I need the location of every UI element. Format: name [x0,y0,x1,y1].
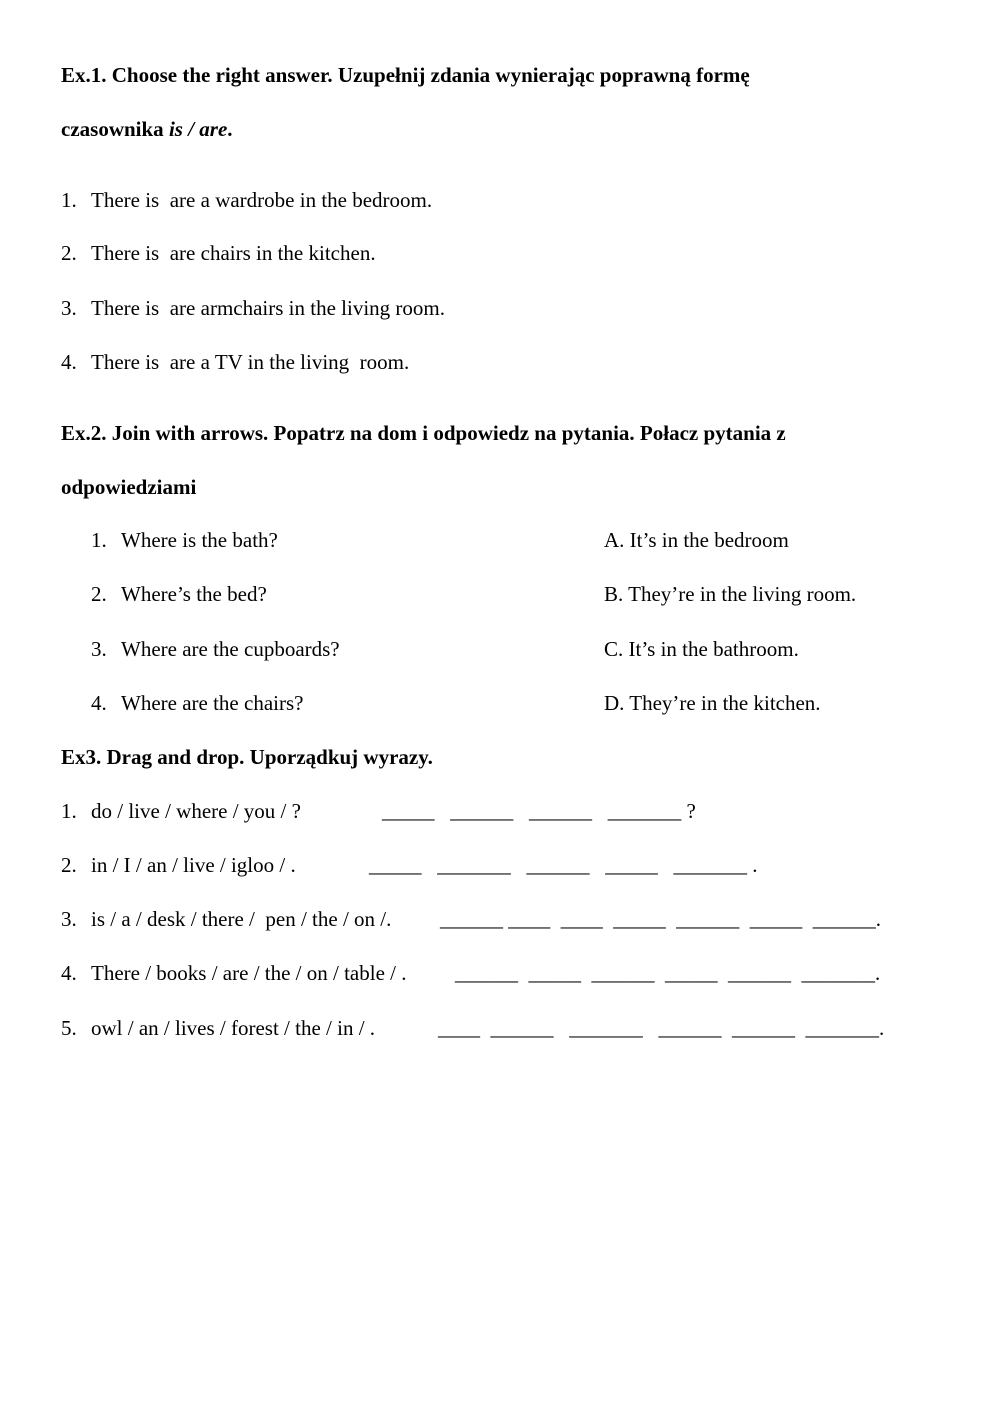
ex2-question-number: 3. [91,637,107,661]
ex3-item-number: 2. [61,853,77,877]
ex1-option-are[interactable]: are [169,241,196,265]
ex3-item-number: 3. [61,907,77,931]
ex3-blanks-1[interactable]: _____ ______ ______ _______ ? [382,799,696,823]
ex1-heading-suffix: . [227,117,233,141]
ex1-item-number: 2. [61,241,77,265]
ex2-question-4[interactable] [91,690,303,716]
ex1-item-4 [61,349,409,375]
ex3-item-words[interactable]: is / a / desk / there / pen / the / on /. [91,907,392,931]
ex1-item-rest: a TV in the living room. [195,350,410,374]
ex3-item-5 [61,1015,375,1041]
ex1-option-are[interactable]: are [169,188,196,212]
ex3-blanks-3[interactable]: ______ ____ ____ _____ ______ _____ ______. [440,907,881,931]
ex3-blanks-4[interactable]: ______ _____ ______ _____ ______ _______. [455,961,881,985]
ex3-item-words[interactable]: do / live / where / you / ? [91,799,301,823]
ex3-heading: Ex3. Drag and drop. Uporządkuj wyrazy. [61,745,433,769]
ex2-answer-a[interactable]: A. It’s in the bedroom [604,528,789,552]
ex2-question-3[interactable] [91,636,340,662]
ex1-option-is[interactable]: is [145,296,160,320]
ex3-blanks-5[interactable]: ____ ______ _______ ______ ______ _______. [438,1016,885,1040]
ex1-item-rest: a wardrobe in the bedroom. [195,188,433,212]
ex1-option-is[interactable]: is [145,188,160,212]
ex1-item-number: 1. [61,188,77,212]
ex2-question-text: Where are the cupboards? [121,637,340,661]
ex1-item-start: There [91,350,146,374]
ex1-item-start: There [91,241,146,265]
ex1-item-rest: armchairs in the living room. [195,296,445,320]
ex2-question-number: 1. [91,528,107,552]
ex3-item-1 [61,798,301,824]
ex2-heading-line1: Ex.2. Join with arrows. Popatrz na dom i odpowiedz na pytania. Połacz pytania z [61,421,786,445]
ex1-item-2 [61,240,376,266]
ex1-heading-italic: is / are [168,117,228,141]
ex1-item-start: There [91,188,146,212]
ex1-heading-prefix: czasownika [61,117,169,141]
ex2-heading-line2: odpowiedziami [61,475,197,499]
ex3-item-words[interactable]: There / books / are / the / on / table / . [91,961,407,985]
ex3-item-3 [61,906,391,932]
ex3-item-words[interactable]: owl / an / lives / forest / the / in / . [91,1016,376,1040]
ex3-item-4 [61,960,407,986]
ex1-option-is[interactable]: is [145,350,160,374]
ex2-question-number: 4. [91,691,107,715]
ex1-item-rest: chairs in the kitchen. [195,241,376,265]
ex2-answer-b[interactable]: B. They’re in the living room. [604,582,857,606]
ex2-question-2[interactable] [91,581,267,607]
ex1-item-1 [61,187,432,213]
ex2-question-text: Where’s the bed? [121,582,267,606]
ex1-item-number: 4. [61,350,77,374]
ex3-item-words[interactable]: in / I / an / live / igloo / . [91,853,296,877]
ex3-item-number: 1. [61,799,77,823]
ex3-item-number: 5. [61,1016,77,1040]
ex2-question-number: 2. [91,582,107,606]
ex3-item-2 [61,852,296,878]
ex3-item-number: 4. [61,961,77,985]
ex1-option-are[interactable]: are [169,350,196,374]
ex1-item-number: 3. [61,296,77,320]
ex2-answer-c[interactable]: C. It’s in the bathroom. [604,637,799,661]
ex1-item-start: There [91,296,146,320]
ex3-blanks-2[interactable]: _____ _______ ______ _____ _______ . [369,853,758,877]
ex2-answer-d[interactable]: D. They’re in the kitchen. [604,691,821,715]
ex1-heading-line2 [61,116,233,142]
ex1-item-3 [61,295,445,321]
ex1-option-is[interactable]: is [145,241,160,265]
ex2-question-text: Where is the bath? [121,528,278,552]
ex2-question-1[interactable] [91,527,278,553]
ex1-heading-line1: Ex.1. Choose the right answer. Uzupełnij zdania wynierając poprawną formę [61,63,750,87]
ex2-question-text: Where are the chairs? [121,691,304,715]
ex1-option-are[interactable]: are [169,296,196,320]
